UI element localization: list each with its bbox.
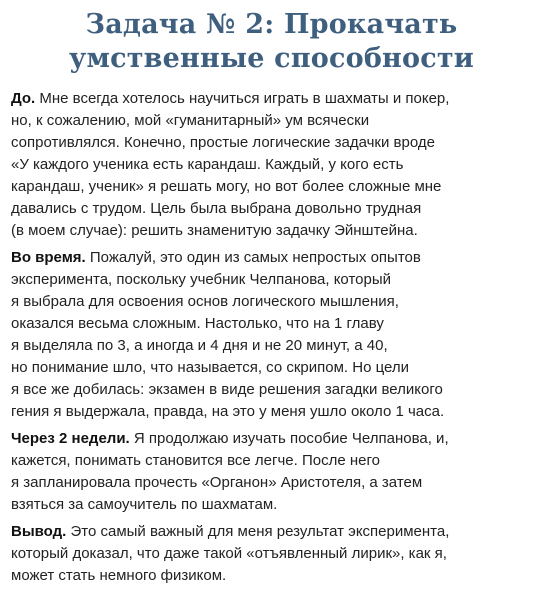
paragraph-line	[11, 521, 535, 543]
paragraph-lead: Вывод.	[11, 523, 67, 540]
paragraph-lead: До.	[11, 90, 36, 107]
paragraph-line: но понимание шло, что называется, со скрипом. Но цели	[11, 359, 409, 376]
page-title	[0, 8, 543, 76]
paragraph-line: кажется, понимать становится все легче. После него	[11, 452, 380, 469]
paragraph-line: давались с трудом. Цель была выбрана довольно трудная	[11, 200, 422, 217]
paragraph-line: карандаш, ученик» я решать могу, но вот более сложные мне	[11, 178, 442, 195]
paragraph-line: «У каждого ученика есть карандаш. Каждый, у кого есть	[11, 156, 404, 173]
paragraph-line: но, к сожалению, мой «гуманитарный» ум всячески	[11, 112, 370, 129]
paragraph-line: я выбрала для освоения основ логического мышления,	[11, 293, 399, 310]
paragraph-line: я запланировала прочесть «Органон» Аристотеля, а затем	[11, 474, 423, 491]
paragraph-line: я выделяла по 3, а иногда и 4 дня и не 20 минут, а 40,	[11, 337, 388, 354]
paragraph-line	[11, 88, 535, 110]
paragraph-line: сопротивлялся. Конечно, простые логические задачки вроде	[11, 134, 435, 151]
paragraph-line: эксперимента, поскольку учебник Челпанова, который	[11, 271, 391, 288]
paragraph-two-weeks	[11, 428, 535, 516]
page-title-line: умственные способности	[68, 43, 475, 74]
paragraph-line: взяться за самоучитель по шахматам.	[11, 496, 278, 513]
paragraph-lead: Во время.	[11, 249, 86, 266]
paragraph-line: гения я выдержала, правда, на это у меня ушло около 1 часа.	[11, 403, 445, 420]
paragraph-text: Это самый важный для меня результат эксперимента,	[66, 523, 450, 540]
paragraph-text: Я продолжаю изучать пособие Челпанова, и,	[129, 430, 449, 447]
paragraph-during	[11, 247, 535, 423]
paragraph-text: Мне всегда хотелось научиться играть в шахматы и покер,	[35, 90, 450, 107]
paragraph-before	[11, 88, 535, 242]
paragraph-text: Пожалуй, это один из самых непростых опытов	[85, 249, 421, 266]
paragraph-conclusion	[11, 521, 535, 587]
paragraph-line: оказался весьма сложным. Настолько, что на 1 главу	[11, 315, 384, 332]
paragraph-line: который доказал, что даже такой «отъявленный лирик», как я,	[11, 545, 447, 562]
paragraph-line: (в моем случае): решить знаменитую задачку Эйнштейна.	[11, 222, 418, 239]
paragraph-line	[11, 428, 535, 450]
article-body	[11, 88, 535, 592]
paragraph-lead: Через 2 недели.	[11, 430, 130, 447]
page-title-line: Задача № 2: Прокачать	[85, 9, 458, 40]
paragraph-line: я все же добилась: экзамен в виде решения загадки великого	[11, 381, 443, 398]
paragraph-line	[11, 247, 535, 269]
paragraph-line: может стать немного физиком.	[11, 567, 227, 584]
